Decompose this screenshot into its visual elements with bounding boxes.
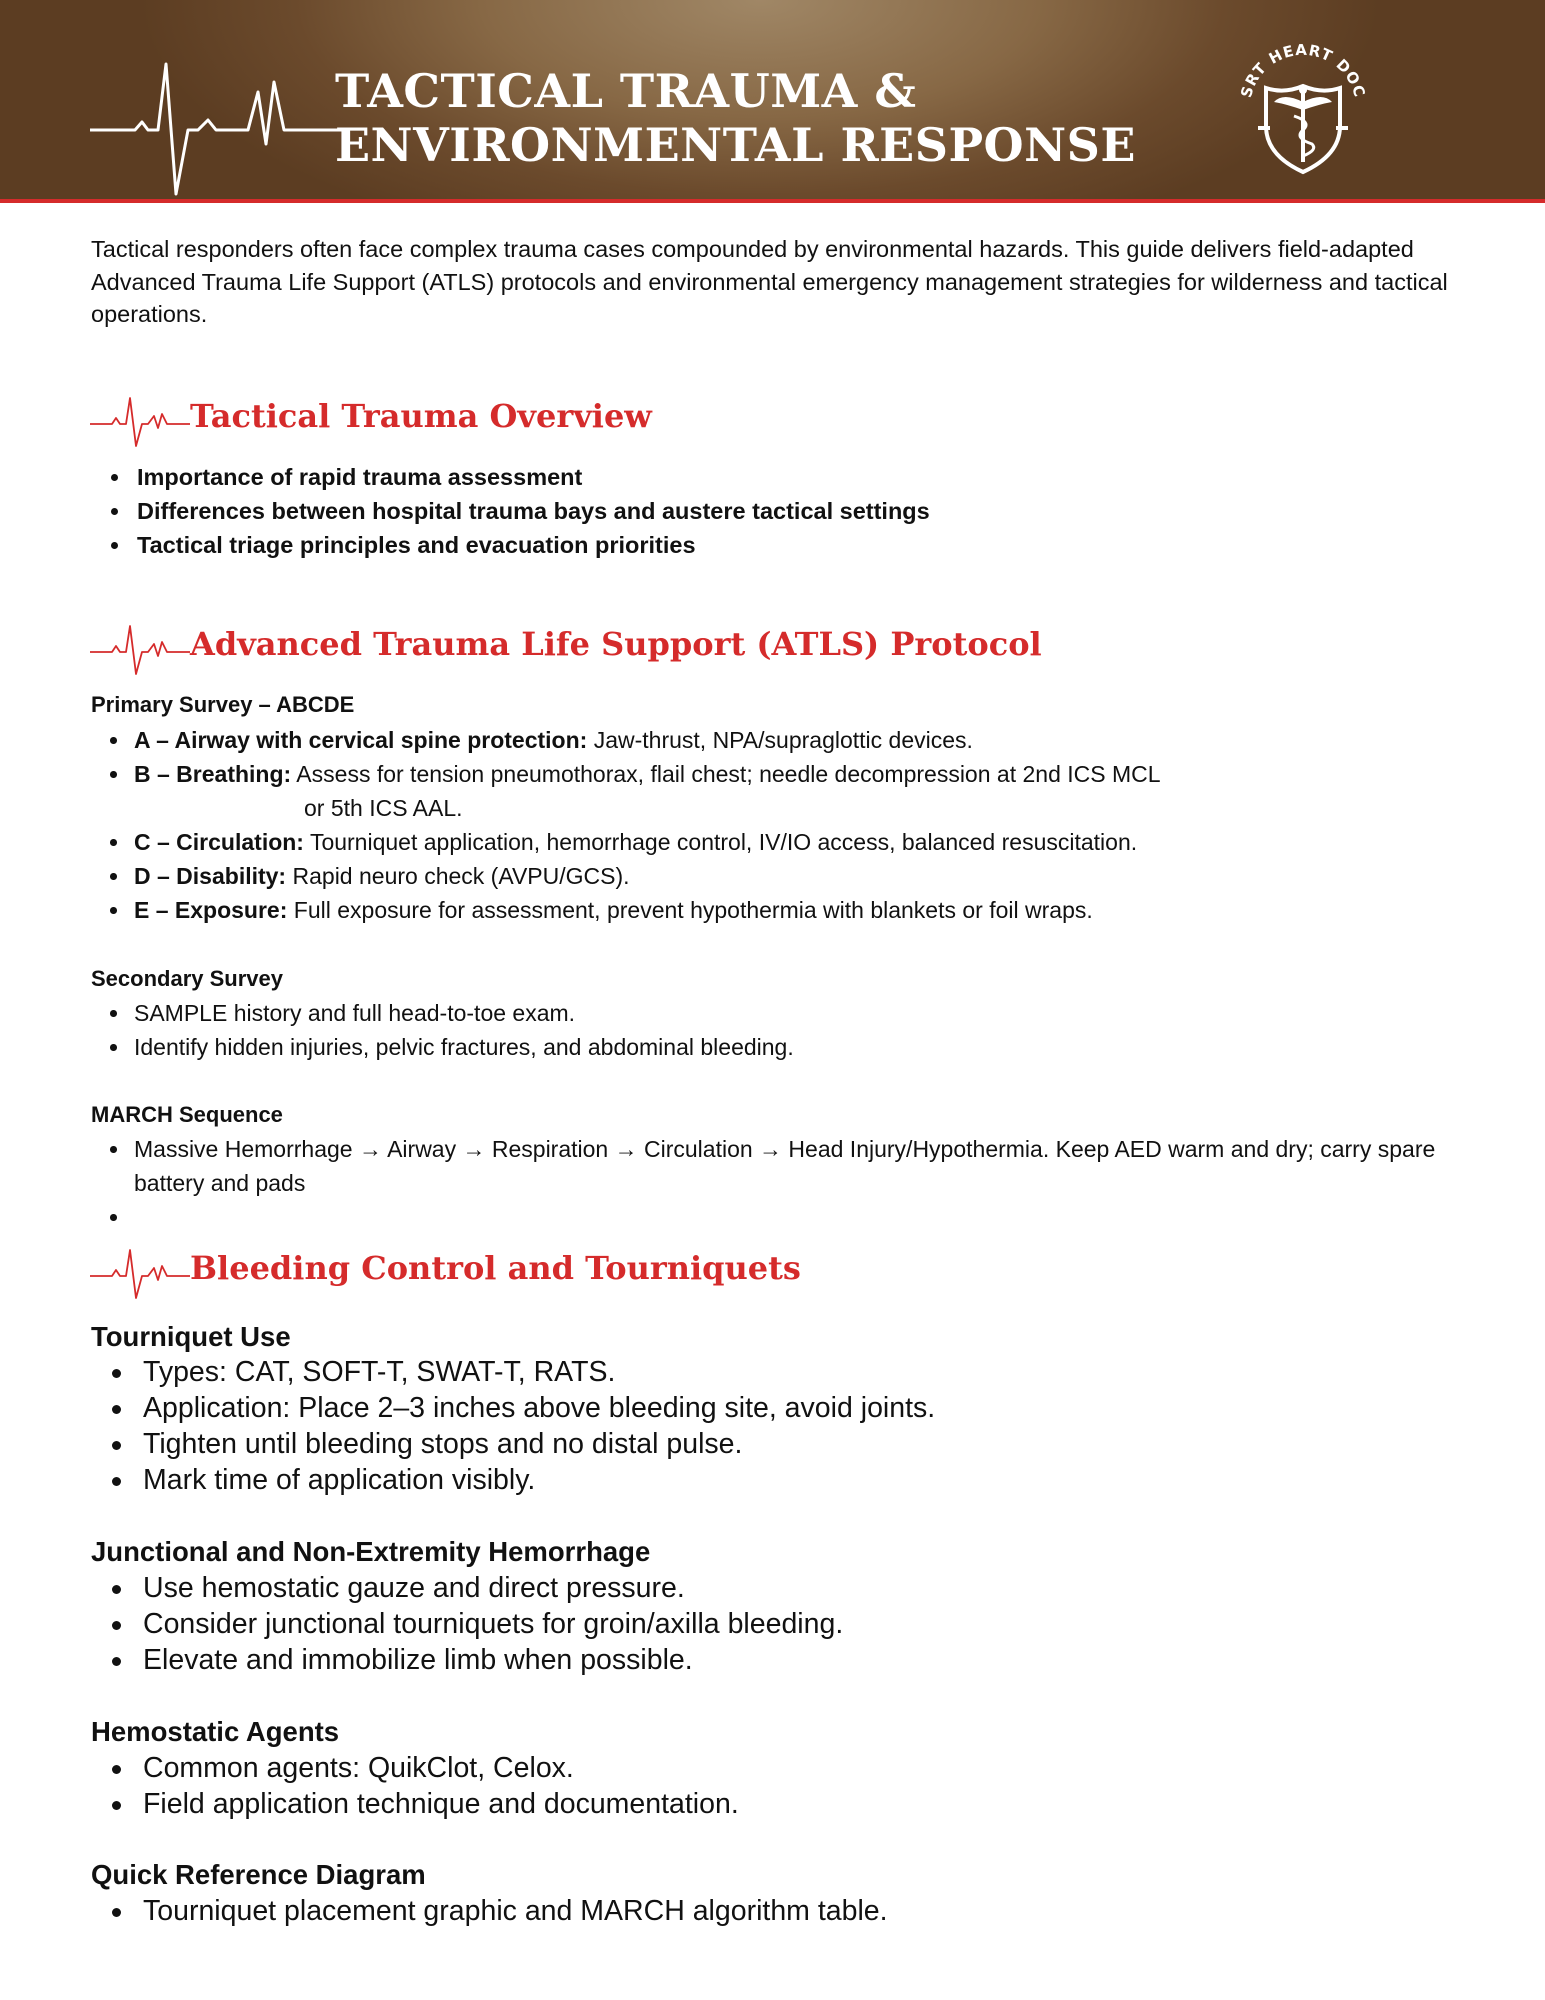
overview-list <box>0 460 1545 562</box>
list-item: Tactical triage principles and evacuation priorities <box>0 528 1545 562</box>
junctional-hemorrhage-label: Junctional and Non-Extremity Hemorrhage <box>91 1536 651 1567</box>
srt-heart-doc-logo <box>1228 30 1378 180</box>
list-item: Common agents: QuikClot, Celox. <box>0 1750 1545 1786</box>
page-title-line1: TACTICAL TRAUMA & <box>335 64 917 118</box>
ecg-line-icon <box>90 52 350 202</box>
list-item <box>0 859 1545 893</box>
ecg-line-icon <box>90 1242 190 1302</box>
quick-reference-list <box>0 1893 1545 1929</box>
list-item: Elevate and immobilize limb when possible. <box>0 1642 1545 1678</box>
section-heading-bleeding <box>90 1242 890 1302</box>
list-item: Mark time of application visibly. <box>0 1462 1545 1498</box>
primary-survey-list <box>0 723 1545 927</box>
march-sequence-list <box>0 1132 1460 1234</box>
list-item: Consider junctional tourniquets for groin/axilla bleeding. <box>0 1606 1545 1642</box>
list-item: Differences between hospital trauma bays and austere tactical settings <box>0 494 1545 528</box>
secondary-survey-label: Secondary Survey <box>91 966 283 991</box>
section-title: Advanced Trauma Life Support (ATLS) Protocol <box>190 625 1042 663</box>
list-item: Types: CAT, SOFT-T, SWAT-T, RATS. <box>0 1354 1545 1390</box>
page-title-line2: ENVIRONMENTAL RESPONSE <box>335 118 1136 172</box>
list-item: Tighten until bleeding stops and no distal pulse. <box>0 1426 1545 1462</box>
secondary-survey-list <box>0 996 1545 1064</box>
section-title: Tactical Trauma Overview <box>190 397 652 435</box>
list-item-empty <box>0 1200 1460 1234</box>
list-item-text: Jaw-thrust, NPA/supraglottic devices. <box>587 727 973 753</box>
list-item-term: A – Airway with cervical spine protection: <box>134 727 588 753</box>
list-item-term: D – Disability: <box>134 863 287 889</box>
list-item-text: Full exposure for assessment, prevent hypothermia with blankets or foil wraps. <box>287 897 1093 923</box>
list-item <box>0 893 1545 927</box>
primary-survey-label: Primary Survey – ABCDE <box>91 692 355 717</box>
ecg-line-icon <box>90 390 190 450</box>
section-heading-atls <box>90 618 1090 678</box>
hemostatic-agents-list <box>0 1750 1545 1822</box>
tourniquet-use-label: Tourniquet Use <box>91 1321 291 1352</box>
list-item: Field application technique and documentation. <box>0 1786 1545 1822</box>
march-sequence-label: MARCH Sequence <box>91 1102 283 1127</box>
section-heading-overview <box>90 390 790 450</box>
tourniquet-use-list <box>0 1354 1545 1498</box>
list-item-text: Rapid neuro check (AVPU/GCS). <box>286 863 630 889</box>
list-item-continuation: or 5th ICS AAL. <box>304 795 463 821</box>
intro-paragraph: Tactical responders often face complex trauma cases compounded by environmental hazards. This guide delivers field-adapted Advanced Trauma Life Support (ATLS) protocols and environmental emergency management strategies for wilderness and tactical operations. <box>91 236 1448 327</box>
list-item-term: E – Exposure: <box>134 897 288 923</box>
list-item: Importance of rapid trauma assessment <box>0 460 1545 494</box>
quick-reference-label: Quick Reference Diagram <box>91 1859 426 1890</box>
page-title <box>335 64 1136 172</box>
header-banner <box>0 0 1545 203</box>
list-item: SAMPLE history and full head-to-toe exam. <box>0 996 1545 1030</box>
list-item-text: Tourniquet application, hemorrhage control, IV/IO access, balanced resuscitation. <box>303 829 1138 855</box>
list-item-text: Assess for tension pneumothorax, flail chest; needle decompression at 2nd ICS MCL <box>291 761 1161 787</box>
junctional-hemorrhage-list <box>0 1570 1545 1678</box>
list-item <box>0 723 1545 757</box>
hemostatic-agents-label: Hemostatic Agents <box>91 1716 340 1747</box>
list-item <box>0 757 1545 825</box>
list-item: Identify hidden injuries, pelvic fractures, and abdominal bleeding. <box>0 1030 1545 1064</box>
list-item <box>0 825 1545 859</box>
list-item: Application: Place 2–3 inches above bleeding site, avoid joints. <box>0 1390 1545 1426</box>
list-item-term: B – Breathing: <box>134 761 292 787</box>
logo-text: SRT HEART DOC <box>1237 40 1369 100</box>
list-item: Use hemostatic gauze and direct pressure. <box>0 1570 1545 1606</box>
ecg-line-icon <box>90 618 190 678</box>
list-item: Tourniquet placement graphic and MARCH algorithm table. <box>0 1893 1545 1929</box>
section-title: Bleeding Control and Tourniquets <box>190 1249 801 1287</box>
list-item: Massive Hemorrhage → Airway → Respiration → Circulation → Head Injury/Hypothermia. Keep AED warm and dry; carry spare battery and pads <box>0 1132 1460 1200</box>
list-item-term: C – Circulation: <box>134 829 304 855</box>
